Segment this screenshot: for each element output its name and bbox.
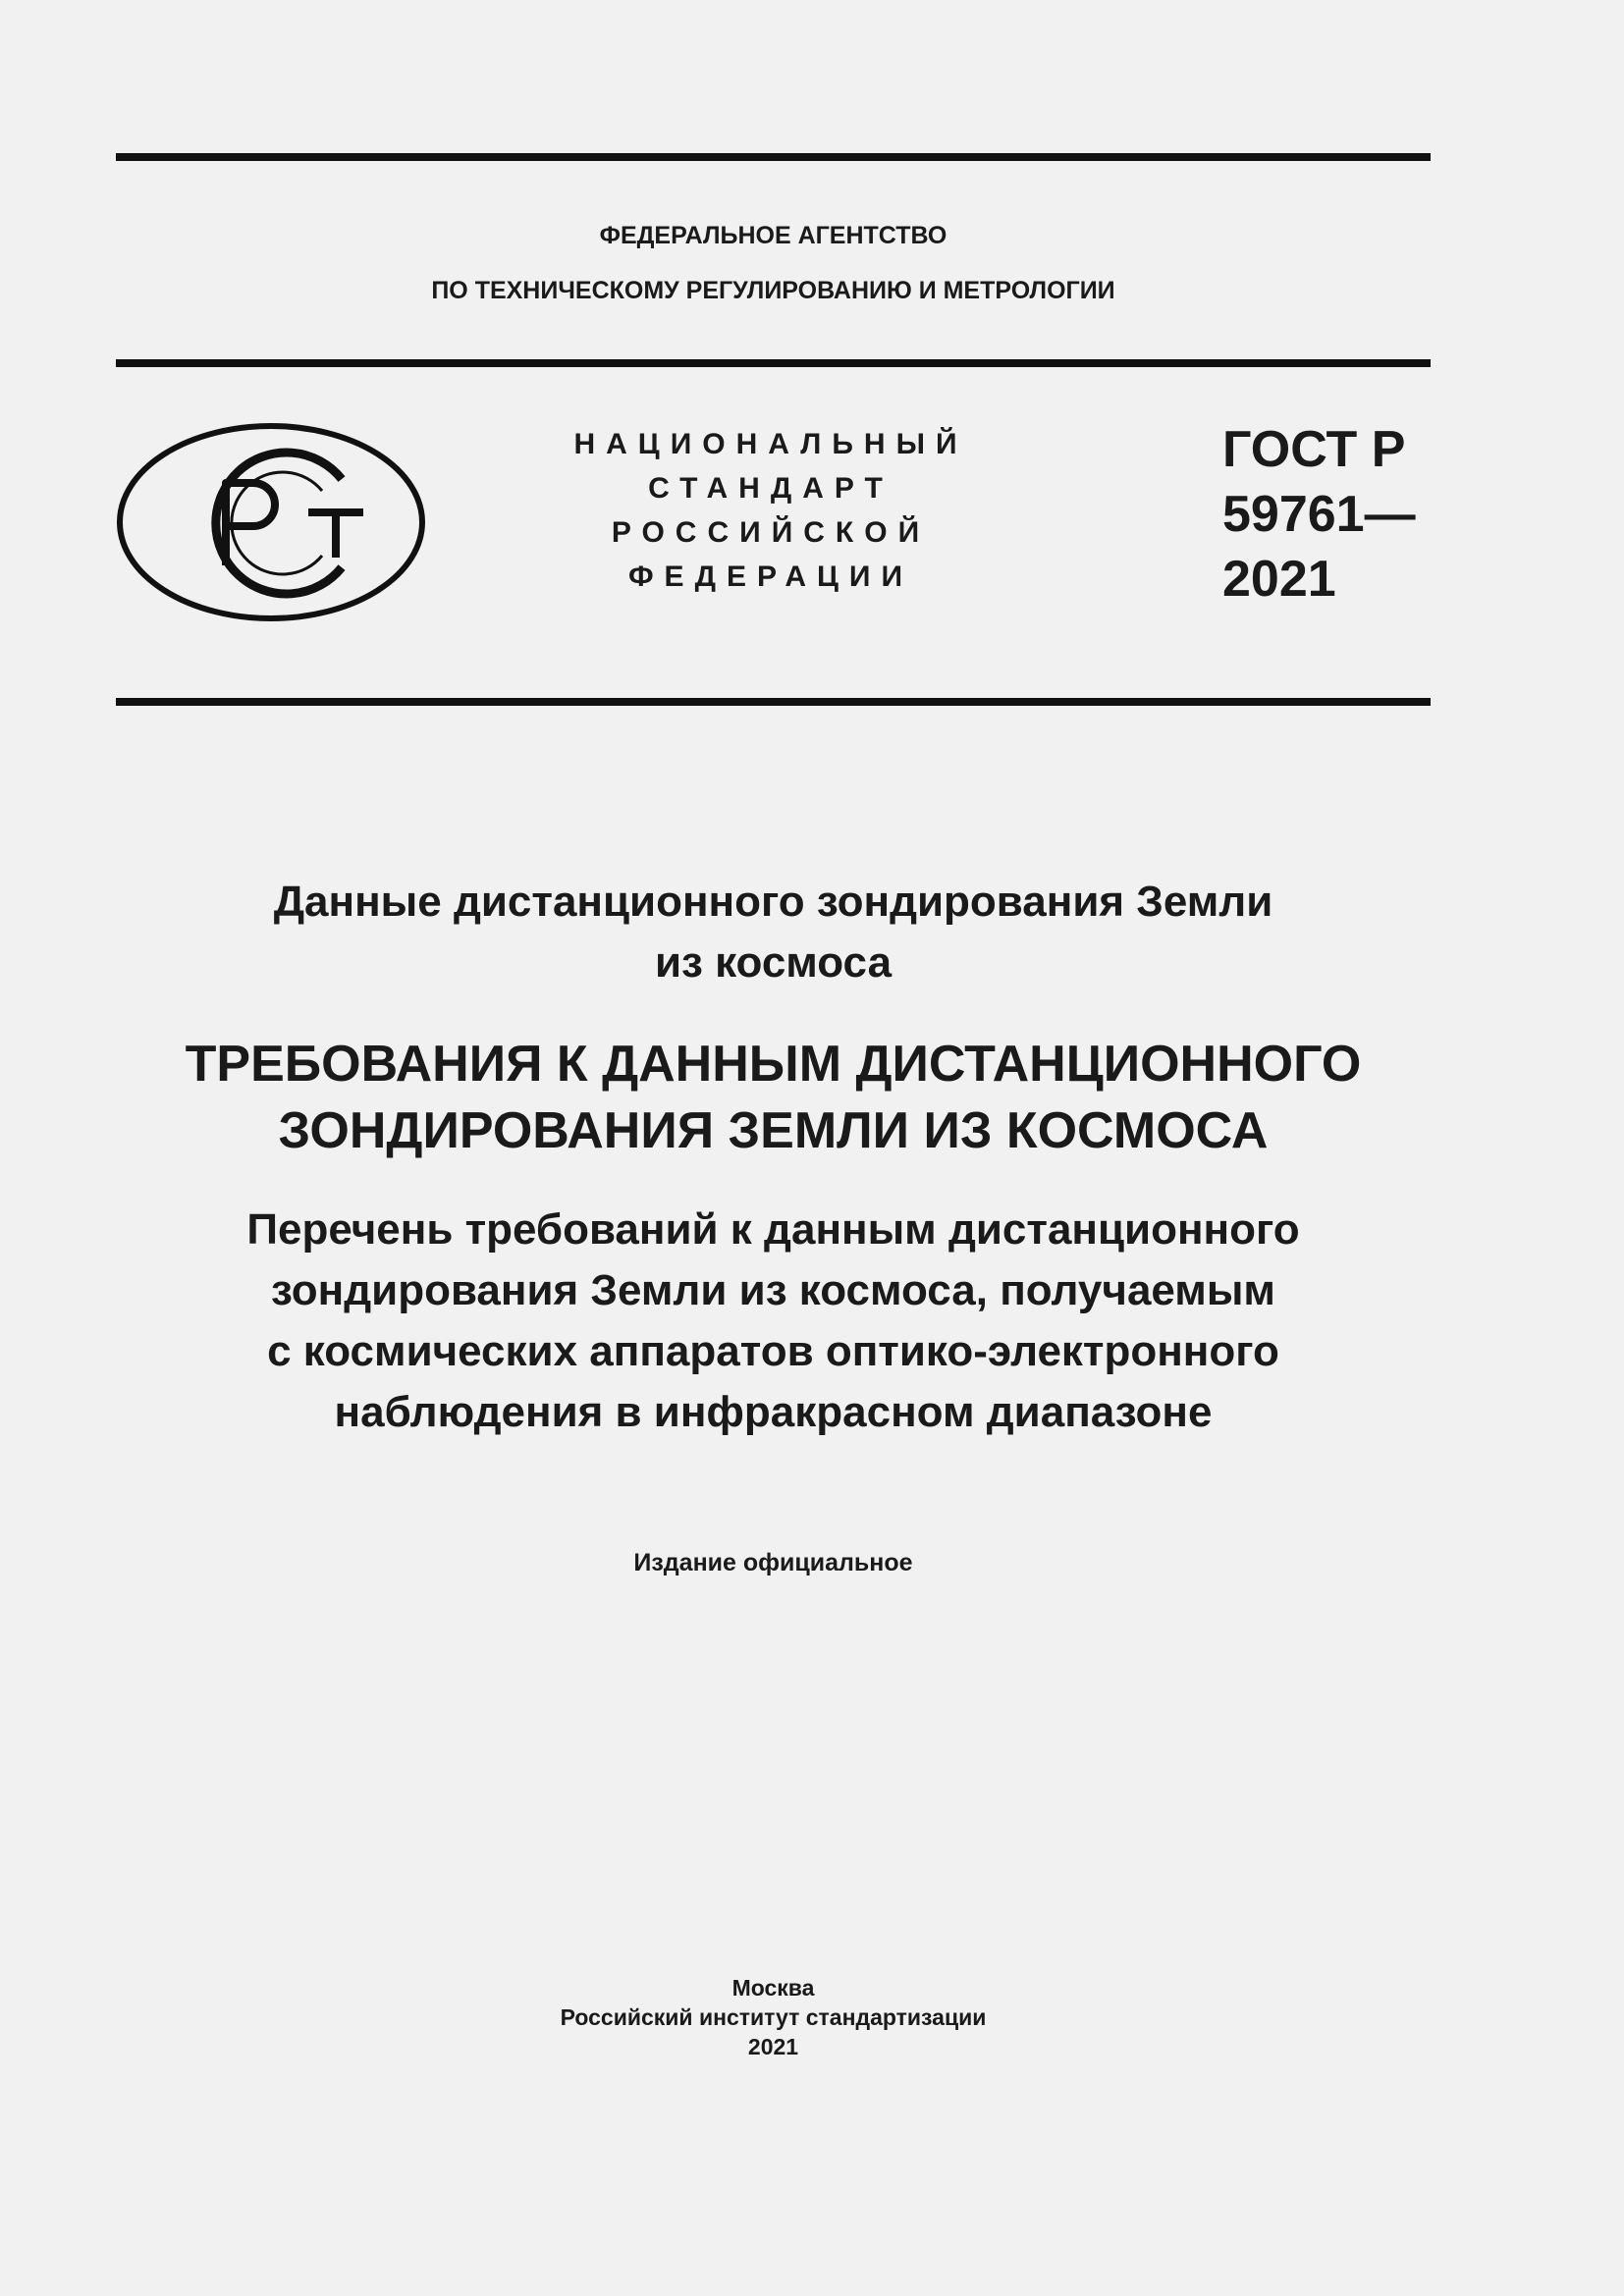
agency-name	[116, 208, 1431, 318]
sub-title-line-3: с космических аппаратов оптико-электронного	[267, 1327, 1279, 1375]
main-title	[116, 1031, 1431, 1164]
standard-type-line-3: РОССИЙСКОЙ	[611, 516, 931, 549]
rst-logo-icon	[116, 422, 426, 622]
agency-line-2: ПО ТЕХНИЧЕСКОМУ РЕГУЛИРОВАНИЮ И МЕТРОЛОГИИ	[431, 277, 1115, 304]
standard-designation	[1222, 417, 1416, 612]
imprint-publisher: Российский институт стандартизации	[560, 2004, 987, 2030]
sub-title-line-1: Перечень требований к данным дистанционного	[246, 1205, 1300, 1254]
standard-type-line-4: ФЕДЕРАЦИИ	[627, 561, 914, 593]
subject-line-2: из космоса	[654, 938, 893, 987]
designation-line-1: ГОСТ Р	[1222, 421, 1406, 478]
imprint	[116, 1973, 1431, 2061]
agency-line-1: ФЕДЕРАЛЬНОЕ АГЕНТСТВО	[599, 222, 947, 249]
standard-type-line-2: СТАНДАРТ	[648, 472, 893, 505]
standard-type-line-1: НАЦИОНАЛЬНЫЙ	[573, 428, 968, 460]
subject-heading	[116, 872, 1431, 993]
subject-line-1: Данные дистанционного зондирования Земли	[273, 878, 1273, 926]
imprint-year: 2021	[747, 2034, 799, 2059]
sub-title-line-2: зондирования Земли из космоса, получаемым	[271, 1266, 1275, 1314]
bottom-header-rule	[116, 698, 1431, 706]
sub-title-line-4: наблюдения в инфракрасном диапазоне	[334, 1388, 1213, 1436]
designation-line-2: 59761—	[1222, 486, 1416, 543]
imprint-city: Москва	[731, 1975, 815, 2001]
edition-note: Издание официальное	[633, 1549, 913, 1576]
main-title-line-1: ТРЕБОВАНИЯ К ДАННЫМ ДИСТАНЦИОННОГО	[185, 1036, 1362, 1093]
designation-line-3: 2021	[1222, 551, 1336, 608]
middle-rule	[116, 359, 1431, 367]
main-title-line-2: ЗОНДИРОВАНИЯ ЗЕМЛИ ИЗ КОСМОСА	[278, 1102, 1269, 1159]
sub-title	[116, 1200, 1431, 1443]
top-rule	[116, 153, 1431, 161]
standard-type	[560, 422, 982, 599]
